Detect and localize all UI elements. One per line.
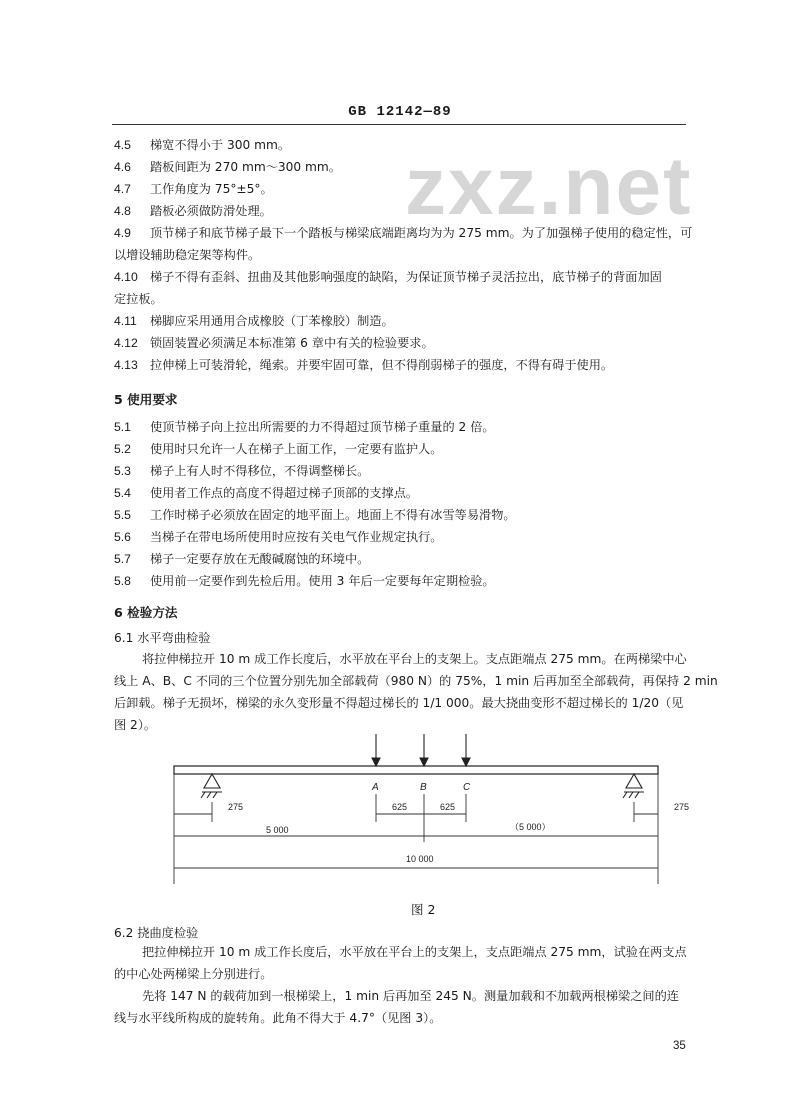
list-item-continuation: 定拉板。 <box>114 292 163 306</box>
list-item: 5.1 使顶节梯子向上拉出所需要的力不得超过顶节梯子重量的 2 倍。 <box>114 420 495 434</box>
dim-label-half-left: 5 000 <box>266 825 289 835</box>
section-6-heading: 6 检验方法 <box>114 605 178 620</box>
load-arrow-a <box>372 734 380 766</box>
dim-label-bc: 625 <box>440 802 456 812</box>
paragraph-line: 图 2）。 <box>114 718 157 732</box>
figure-2-beam-diagram <box>0 730 800 900</box>
support-right <box>623 774 644 798</box>
subsection-6-1-heading: 6.1 水平弯曲检验 <box>114 631 211 645</box>
dim-label-total: 10 000 <box>406 854 434 864</box>
point-label-c: C <box>463 782 471 793</box>
subsection-6-1-body <box>114 648 718 736</box>
watermark: zxz.net <box>405 141 693 232</box>
paragraph-line: 把拉伸梯拉开 10 m 成工作长度后，水平放在平台上的支架上，支点距端点 275 mm，试验在两支点 <box>142 945 687 959</box>
ladder-beam <box>174 766 658 774</box>
support-left <box>201 774 222 798</box>
list-item: 5.2 使用时只允许一人在梯子上面工作，一定要有监护人。 <box>114 442 443 456</box>
figure-caption: 图 2 <box>411 902 436 917</box>
subsection-6-2-body <box>114 941 688 1029</box>
list-item: 4.8 踏板必须做防滑处理。 <box>114 204 272 218</box>
subsection-6-2-heading: 6.2 挠曲度检验 <box>114 926 199 940</box>
list-item: 5.6 当梯子在带电场所使用时应按有关电气作业规定执行。 <box>114 530 443 544</box>
paragraph-line: 的中心处两梯梁上分别进行。 <box>114 967 273 981</box>
point-label-b: B <box>420 782 427 793</box>
paragraph-line: 先将 147 N 的载荷加到一根梯梁上，1 min 后再加至 245 N。测量加载和不加载两根梯梁之间的连 <box>142 989 679 1003</box>
list-item-continuation: 以增设辅助稳定架等构件。 <box>114 248 261 262</box>
list-item: 5.5 工作时梯子必须放在固定的地平面上。地面上不得有冰雪等易滑物。 <box>114 508 516 522</box>
list-item: 4.12 锁固装置必须满足本标准第 6 章中有关的检验要求。 <box>114 336 434 350</box>
paragraph-line: 线与水平线所构成的旋转角。此角不得大于 4.7°（见图 3）。 <box>114 1011 442 1025</box>
list-item: 4.10 梯子不得有歪斜、扭曲及其他影响强度的缺陷，为保证顶节梯子灵活拉出，底节梯子的背面加固 <box>114 270 662 284</box>
paragraph-line: 将拉伸梯拉开 10 m 成工作长度后，水平放在平台上的支架上。支点距端点 275 mm。在两梯梁中心 <box>142 652 687 666</box>
list-item: 4.9 顶节梯子和底节梯子最下一个踏板与梯梁底端距离均为为 275 mm。为了加强梯子使用的稳定性，可 <box>114 226 693 240</box>
document-header: GB 12142—89 <box>348 104 452 120</box>
dim-label-half-right: （5 000） <box>510 822 551 832</box>
paragraph-line: 线上 A、B、C 不同的三个位置分别先加全部载荷（980 N）的 75%，1 min 后再加至全部载荷，再保持 2 min <box>114 674 718 688</box>
header-rule <box>112 124 686 125</box>
load-arrow-b <box>420 734 428 766</box>
point-label-a: A <box>372 782 379 793</box>
list-item: 5.7 梯子一定要存放在无酸碱腐蚀的环境中。 <box>114 552 370 566</box>
list-item: 5.8 使用前一定要作到先检后用。使用 3 年后一定要每年定期检验。 <box>114 574 495 588</box>
dim-label-left-offset: 275 <box>228 802 244 812</box>
load-arrow-c <box>462 734 470 766</box>
list-item: 4.6 踏板间距为 270 mm～300 mm。 <box>114 160 341 174</box>
list-item: 4.13 拉伸梯上可装滑轮，绳索。并要牢固可靠，但不得削弱梯子的强度，不得有碍于使用。 <box>114 358 614 372</box>
list-item: 5.3 梯子上有人时不得移位，不得调整梯长。 <box>114 464 370 478</box>
list-item: 4.7 工作角度为 75°±5°。 <box>114 182 273 196</box>
dim-label-right-offset: 275 <box>674 802 690 812</box>
list-item: 5.4 使用者工作点的高度不得超过梯子顶部的支撑点。 <box>114 486 419 500</box>
dim-label-ab: 625 <box>392 802 408 812</box>
paragraph-line: 后卸载。梯子无损坏，梯梁的永久变形量不得超过梯长的 1/1 000。最大挠曲变形不超过梯长的 1/20（见 <box>114 696 684 710</box>
dimension-lines <box>174 774 658 884</box>
page-number: 35 <box>673 1040 686 1052</box>
list-item: 4.11 梯脚应采用通用合成橡胶（丁苯橡胶）制造。 <box>114 314 394 328</box>
list-item: 4.5 梯宽不得小于 300 mm。 <box>114 138 291 152</box>
section-5-heading: 5 使用要求 <box>114 392 178 407</box>
